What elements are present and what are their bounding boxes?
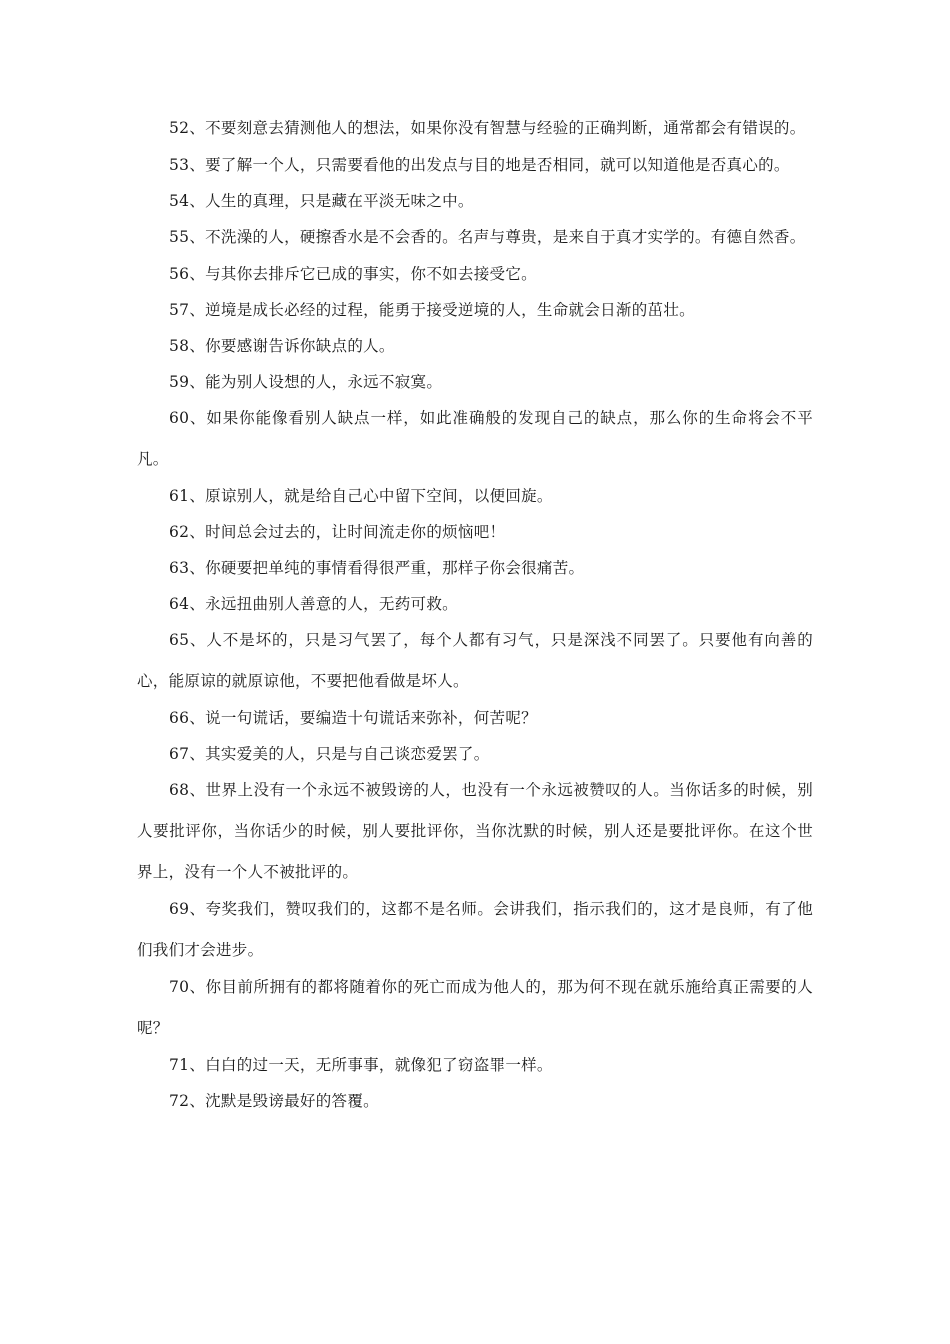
paragraph-72: 72、沈默是毁谤最好的答覆。 (169, 1092, 379, 1110)
paragraph-66: 66、说一句谎话，要编造十句谎话来弥补，何苦呢？ (169, 709, 537, 727)
paragraph-64: 64、永远扭曲别人善意的人，无药可救。 (169, 595, 458, 613)
paragraph-55: 55、不洗澡的人，硬擦香水是不会香的。名声与尊贵，是来自于真才实学的。有德自然香。 (169, 228, 806, 246)
paragraph-60: 60、如果你能像看别人缺点一样，如此准确般的发现自己的缺点，那么你的生命将会不平凡。 (137, 409, 813, 468)
paragraph-59: 59、能为别人设想的人，永远不寂寞。 (169, 373, 443, 391)
paragraph-71: 71、白白的过一天，无所事事，就像犯了窃盗罪一样。 (169, 1056, 553, 1074)
paragraph-61: 61、原谅别人，就是给自己心中留下空间，以便回旋。 (169, 487, 553, 505)
paragraph-69: 69、夸奖我们，赞叹我们的，这都不是名师。会讲我们，指示我们的，这才是良师，有了他们我们才会进步。 (137, 900, 813, 959)
paragraph-65: 65、人不是坏的，只是习气罢了，每个人都有习气，只是深浅不同罢了。只要他有向善的心，能原谅的就原谅他，不要把他看做是坏人。 (137, 631, 813, 690)
document-body (137, 118, 813, 1127)
paragraph-68: 68、世界上没有一个永远不被毁谤的人，也没有一个永远被赞叹的人。当你话多的时候，别人要批评你，当你话少的时候，别人要批评你，当你沈默的时候，别人还是要批评你。在这个世界上，没有一个人不被批评的。 (137, 781, 813, 881)
paragraph-62: 62、时间总会过去的，让时间流走你的烦恼吧！ (169, 523, 506, 541)
paragraph-67: 67、其实爱美的人，只是与自己谈恋爱罢了。 (169, 745, 490, 763)
paragraph-57: 57、逆境是成长必经的过程，能勇于接受逆境的人，生命就会日渐的茁壮。 (169, 301, 695, 319)
paragraph-58: 58、你要感谢告诉你缺点的人。 (169, 337, 395, 355)
paragraph-56: 56、与其你去排斥它已成的事实，你不如去接受它。 (169, 265, 537, 283)
paragraph-54: 54、人生的真理，只是藏在平淡无味之中。 (169, 192, 474, 210)
paragraph-70: 70、你目前所拥有的都将随着你的死亡而成为他人的，那为何不现在就乐施给真正需要的人呢？ (137, 978, 813, 1037)
paragraph-63: 63、你硬要把单纯的事情看得很严重，那样子你会很痛苦。 (169, 559, 585, 577)
paragraph-53: 53、要了解一个人，只需要看他的出发点与目的地是否相同，就可以知道他是否真心的。 (169, 156, 790, 174)
paragraph-52: 52、不要刻意去猜测他人的想法，如果你没有智慧与经验的正确判断，通常都会有错误的。 (169, 119, 806, 137)
